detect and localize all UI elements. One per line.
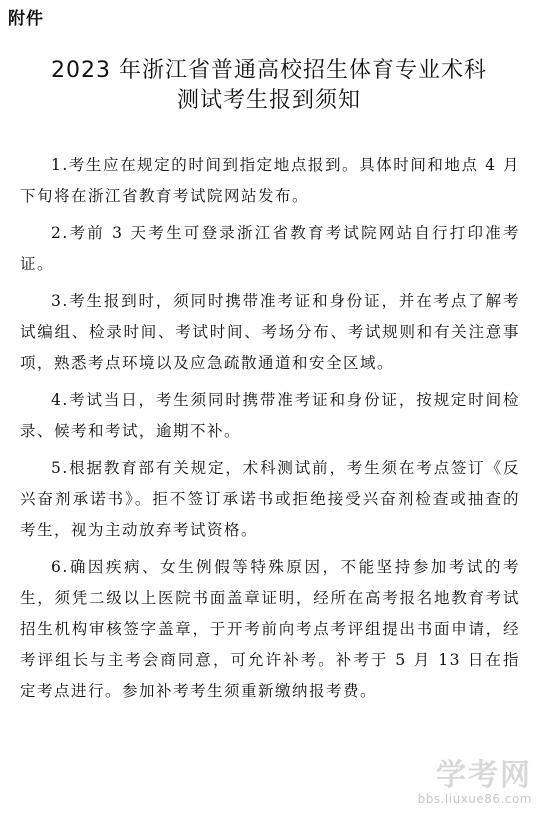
title-line-2: 测试考生报到须知 xyxy=(176,88,361,113)
watermark-url: bbs.liuxue86.com xyxy=(417,792,532,806)
paragraph-6: 6.确因疾病、女生例假等特殊原因，不能坚持参加考试的考生，须凭二级以上医院书面盖章证明，经所在高考报名地教育考试招生机构审核签字盖章，于开考前向考点考评组提出书面申请，经考评组长与主考会商同意，可允许补考。补考于 5 月 13 日在指定考点进行。参加补考考生须重新缴纳报考费。 xyxy=(20,558,520,700)
site-watermark xyxy=(418,760,532,806)
paragraph-3: 3.考生报到时，须同时携带准考证和身份证，并在考点了解考试编组、检录时间、考试时间、考场分布、考试规则和有关注意事项，熟悉考点环境以及应急疏散通道和安全区域。 xyxy=(20,292,520,372)
attachment-label: 附件 xyxy=(8,9,44,29)
document-title xyxy=(0,56,538,116)
watermark-logo: 学考网 xyxy=(436,758,532,793)
title-line-1: 2023 年浙江省普通高校招生体育专业术科 xyxy=(51,58,487,83)
paragraph-5: 5.根据教育部有关规定，术科测试前，考生须在考点签订《反兴奋剂承诺书》。拒不签订承诺书或拒绝接受兴奋剂检查或抽查的考生，视为主动放弃考试资格。 xyxy=(20,459,520,539)
paragraph-2: 2.考前 3 天考生可登录浙江省教育考试院网站自行打印准考证。 xyxy=(20,224,520,273)
paragraph-4: 4.考试当日，考生须同时携带准考证和身份证，按规定时间检录、候考和考试，逾期不补。 xyxy=(20,391,520,440)
paragraph-1: 1.考生应在规定的时间到指定地点报到。具体时间和地点 4 月下旬将在浙江省教育考试院网站发布。 xyxy=(20,156,520,205)
document-body xyxy=(20,150,520,713)
